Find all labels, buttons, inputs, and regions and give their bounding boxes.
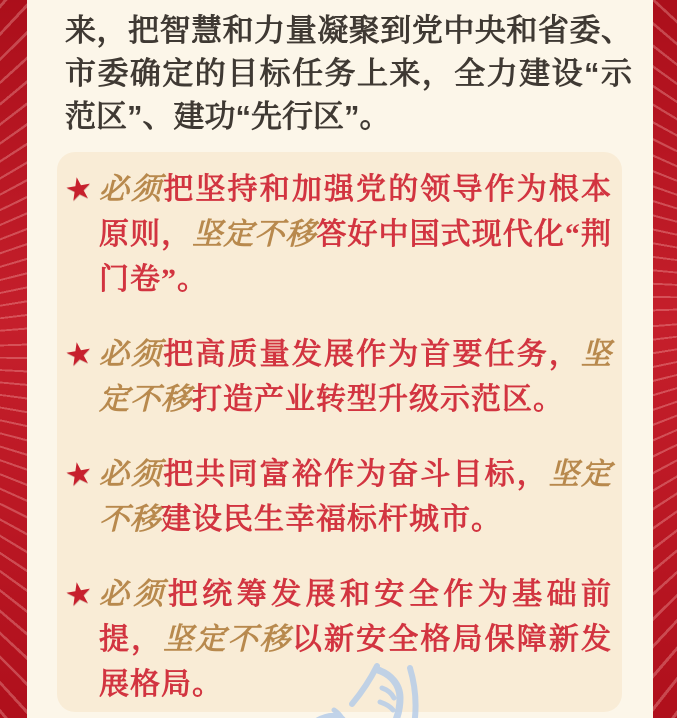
body-text: 打造产业转型升级示范区。 (192, 383, 564, 416)
star-icon: ★ (62, 334, 96, 375)
star-icon: ★ (62, 169, 96, 210)
key-point-item (62, 167, 613, 302)
content-area (27, 0, 653, 718)
key-point-text (99, 452, 612, 542)
intro-paragraph: 来，把智慧和力量凝聚到党中央和省委、市委确定的目标任务上来，全力建设“示范区”、建功“先行区”。 (65, 13, 632, 134)
body-text: 把坚持和加强党的领导作为根本原则， (99, 173, 613, 251)
right-border-decoration (653, 0, 677, 718)
emphasis-text: 必须 (99, 338, 164, 371)
body-text: 建设民生幸福标杆城市。 (161, 503, 502, 536)
key-point-text (99, 167, 612, 302)
key-point-text (99, 332, 612, 422)
key-point-text (99, 572, 612, 707)
emphasis-text: 坚定不移 (192, 218, 317, 251)
key-point-item (62, 572, 613, 707)
emphasis-text: 必须 (99, 458, 164, 491)
body-text: 答好中国式现代化“荆门卷”。 (99, 218, 612, 296)
emphasis-text: 必须 (99, 173, 164, 206)
key-points-card (57, 152, 622, 712)
body-text: 把高质量发展作为首要任务， (163, 338, 582, 371)
key-point-item (62, 332, 613, 422)
star-icon: ★ (62, 574, 96, 615)
body-text: 把统筹发展和安全作为基础前提， (99, 578, 613, 656)
emphasis-text: 必须 (99, 578, 168, 611)
emphasis-text: 坚定不移 (163, 623, 292, 656)
left-border-decoration (0, 0, 27, 718)
emphasis-text: 坚定不移 (99, 458, 613, 536)
star-icon: ★ (62, 454, 96, 495)
key-point-item (62, 452, 613, 542)
body-text: 把共同富裕作为奋斗目标， (163, 458, 549, 491)
emphasis-text: 坚定不移 (99, 338, 613, 416)
body-text: 以新安全格局保障新发展格局。 (99, 623, 613, 701)
